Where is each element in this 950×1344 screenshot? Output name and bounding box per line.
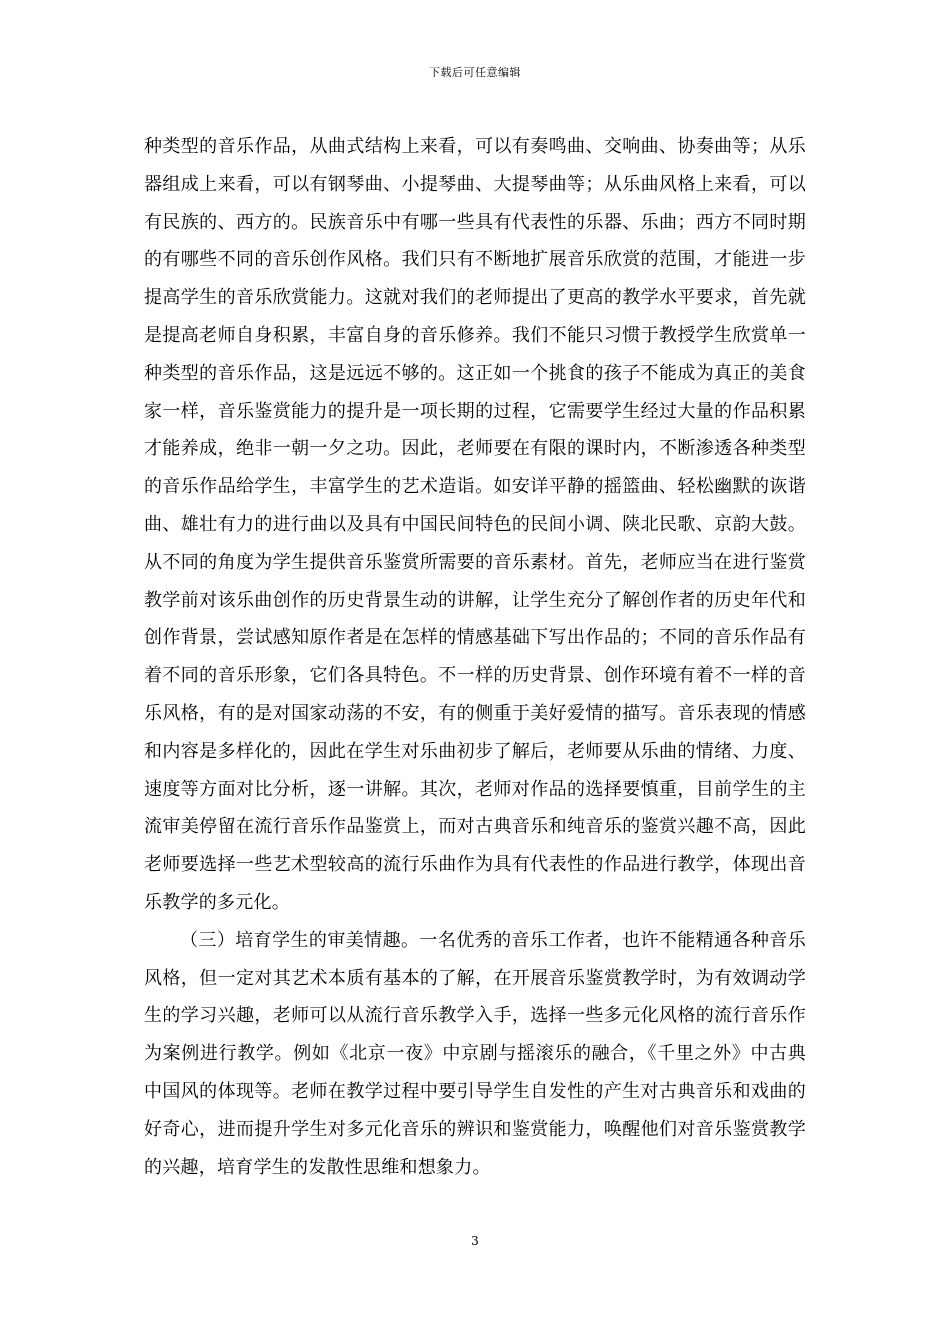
paragraph-music-appreciation-range: 种类型的音乐作品，从曲式结构上来看，可以有奏鸣曲、交响曲、协奏曲等；从乐器组成上来看，可以有钢琴曲、小提琴曲、大提琴曲等；从乐曲风格上来看，可以有民族的、西方的。民族音乐中有哪一些具有代表性的乐器、乐曲；西方不同时期的有哪些不同的音乐创作风格。我们只有不断地扩展音乐欣赏的范围，才能进一步提高学生的音乐欣赏能力。这就对我们的老师提出了更高的教学水平要求，首先就是提高老师自身积累，丰富自身的音乐修养。我们不能只习惯于教授学生欣赏单一种类型的音乐作品，这是远远不够的。这正如一个挑食的孩子不能成为真正的美食家一样，音乐鉴赏能力的提升是一项长期的过程，它需要学生经过大量的作品积累才能养成，绝非一朝一夕之功。因此，老师要在有限的课时内，不断渗透各种类型的音乐作品给学生，丰富学生的艺术造诣。如安详平静的摇篮曲、轻松幽默的诙谐曲、雄壮有力的进行曲以及具有中国民间特色的民间小调、陕北民歌、京韵大鼓。从不同的角度为学生提供音乐鉴赏所需要的音乐素材。首先，老师应当在进行鉴赏教学前对该乐曲创作的历史背景生动的讲解，让学生充分了解创作者的历史年代和创作背景，尝试感知原作者是在怎样的情感基础下写出作品的；不同的音乐作品有着不同的音乐形象，它们各具特色。不一样的历史背景、创作环境有着不一样的音乐风格，有的是对国家动荡的不安，有的侧重于美好爱情的描写。音乐表现的情感和内容是多样化的，因此在学生对乐曲初步了解后，老师要从乐曲的情绪、力度、速度等方面对比分析，逐一讲解。其次，老师对作品的选择要慎重，目前学生的主流审美停留在流行音乐作品鉴赏上，而对古典音乐和纯音乐的鉴赏兴趣不高，因此老师要选择一些艺术型较高的流行乐曲作为具有代表性的作品进行教学，体现出音乐教学的多元化。 xyxy=(144,136,806,913)
page-header: 下载后可任意编辑 xyxy=(429,66,521,79)
paragraph-aesthetic-interest: （三）培育学生的审美情趣。一名优秀的音乐工作者，也许不能精通各种音乐风格，但一定对其艺术本质有基本的了解，在开展音乐鉴赏教学时，为有效调动学生的学习兴趣，老师可以从流行音乐教学入手，选择一些多元化风格的流行音乐作为案例进行教学。例如《北京一夜》中京剧与摇滚乐的融合，《千里之外》中古典中国风的体现等。老师在教学过程中要引导学生自发性的产生对古典音乐和戏曲的好奇心，进而提升学生对多元化音乐的辨识和鉴赏能力，唤醒他们对音乐鉴赏教学的兴趣，培育学生的发散性思维和想象力。 xyxy=(144,929,806,1178)
page-number: 3 xyxy=(471,1234,479,1248)
body-text xyxy=(144,128,806,1186)
